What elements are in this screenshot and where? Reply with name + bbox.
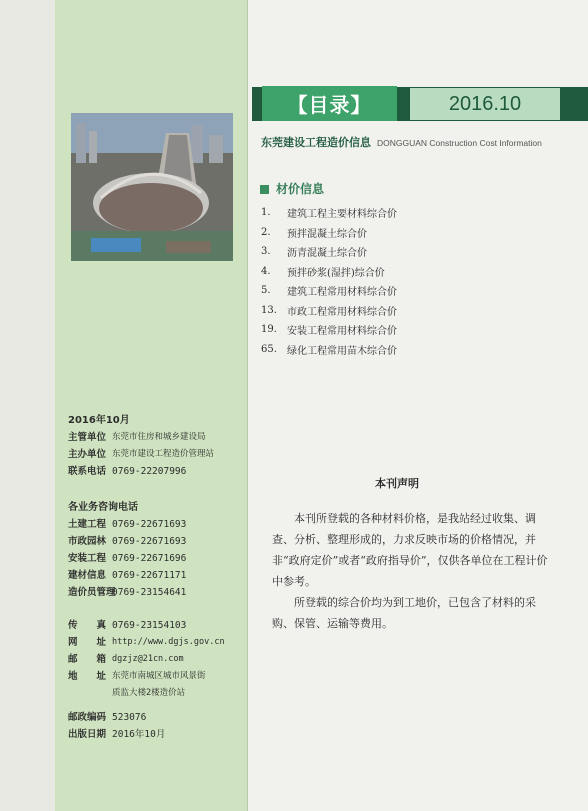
consult-phone: 0769-23154641: [112, 587, 187, 598]
contact-row: [68, 617, 248, 634]
toc-page-number: 65.: [261, 343, 277, 355]
cover-photo: [71, 113, 233, 261]
address-value: 东莞市南城区城市风景街: [112, 671, 206, 681]
info-row: [68, 429, 248, 446]
info-row: [68, 446, 248, 463]
contact-row: [68, 634, 248, 651]
title-cn: 东莞建设工程造价信息: [261, 136, 371, 149]
toc-page-number: 2.: [261, 226, 271, 238]
contact-key: 地 址: [68, 671, 107, 682]
consult-row: [68, 584, 248, 601]
consult-key: 建材信息: [68, 570, 107, 581]
info-value: 东莞市住房和城乡建设局: [112, 432, 206, 442]
contact-row: [68, 651, 248, 668]
contact-key: 传 真: [68, 620, 107, 631]
info-key: 主管单位: [68, 432, 107, 443]
contact-row: [68, 685, 248, 702]
toc-page-number: 19.: [261, 324, 277, 336]
toc-entry: 安装工程常用材料综合价: [287, 326, 397, 338]
publication-title: [261, 134, 588, 150]
contact-key: 邮 箱: [68, 654, 107, 665]
contact-info: [68, 617, 248, 702]
toc-page-number: 13.: [261, 304, 277, 316]
toc-item[interactable]: [261, 262, 581, 282]
contact-key: 网 址: [68, 637, 107, 648]
issue-info: [68, 412, 248, 480]
consult-key: 市政园林: [68, 536, 107, 547]
publish-date-value: 2016年10月: [112, 729, 166, 740]
building-illustration: [71, 113, 233, 261]
toc-item[interactable]: [261, 340, 581, 360]
declaration-body: [272, 508, 555, 634]
info-row: [68, 463, 248, 480]
toc-page-number: 4.: [261, 265, 271, 277]
consult-key: 造价员管理: [68, 587, 116, 598]
toc-entry: 绿化工程常用苗木综合价: [287, 345, 397, 357]
info-value: 0769-22207996: [112, 466, 187, 477]
title-en: DONGGUAN Construction Cost Information: [377, 138, 542, 148]
toc-item[interactable]: [261, 320, 581, 340]
pub-row: [68, 726, 248, 743]
consult-row: [68, 567, 248, 584]
declaration-title: 本刊声明: [375, 477, 419, 490]
declaration-paragraph: 本刊所登载的各种材料价格，是我站经过收集、调查、分析、整理形成的，力求反映市场的价格情况，并非“政府定价”或者“政府指导价”，仅供各单位在工程计价中参考。: [272, 512, 548, 588]
publication-info: [68, 709, 248, 743]
consult-phone: 0769-22671693: [112, 519, 187, 530]
toc-page-number: 1.: [261, 207, 271, 219]
pub-key: 出版日期: [68, 729, 107, 740]
address-value-line2: 质监大楼2楼造价站: [112, 688, 186, 698]
toc-item[interactable]: [261, 223, 581, 243]
website-link[interactable]: http://www.dgjs.gov.cn: [112, 637, 225, 647]
table-of-contents: [261, 203, 581, 359]
section-heading: [260, 180, 324, 197]
info-key: 联系电话: [68, 466, 107, 477]
toc-item[interactable]: [261, 301, 581, 321]
consult-phone: 0769-22671171: [112, 570, 187, 581]
consult-phone: 0769-22671696: [112, 553, 187, 564]
info-value: 东莞市建设工程造价管理站: [112, 449, 215, 459]
consult-row: [68, 516, 248, 533]
toc-entry: 预拌砂浆(湿拌)综合价: [287, 267, 385, 279]
toc-entry: 预拌混凝土综合价: [287, 228, 367, 240]
toc-item[interactable]: [261, 242, 581, 262]
toc-entry: 建筑工程主要材料综合价: [287, 209, 397, 221]
section-title: 材价信息: [276, 182, 325, 196]
toc-entry: 沥青混凝土综合价: [287, 248, 367, 260]
contents-label: 【目录】: [262, 86, 397, 121]
toc-page-number: 5.: [261, 285, 271, 297]
consult-heading: 各业务咨询电话: [68, 502, 138, 513]
square-bullet-icon: [260, 185, 269, 194]
email-link[interactable]: dgzjz@21cn.com: [112, 654, 184, 664]
consult-row: [68, 533, 248, 550]
pub-key: 邮政编码: [68, 712, 107, 723]
declaration-paragraph: 所登载的综合价均为到工地价，已包含了材料的采购、保管、运输等费用。: [272, 596, 536, 630]
toc-item[interactable]: [261, 281, 581, 301]
toc-item[interactable]: [261, 203, 581, 223]
consult-row: [68, 550, 248, 567]
fax-value: 0769-23154103: [112, 620, 187, 631]
issue-year: 2016.10: [410, 88, 560, 120]
toc-page-number: 3.: [261, 246, 271, 258]
postcode-value: 523076: [112, 712, 147, 723]
issue-date: 2016年10月: [68, 415, 130, 426]
consult-key: 安装工程: [68, 553, 107, 564]
info-key: 主办单位: [68, 449, 107, 460]
consult-info: [68, 499, 248, 601]
toc-entry: 建筑工程常用材料综合价: [287, 287, 397, 299]
toc-entry: 市政工程常用材料综合价: [287, 306, 397, 318]
contact-row: [68, 668, 248, 685]
consult-key: 土建工程: [68, 519, 107, 530]
consult-phone: 0769-22671693: [112, 536, 187, 547]
pub-row: [68, 709, 248, 726]
